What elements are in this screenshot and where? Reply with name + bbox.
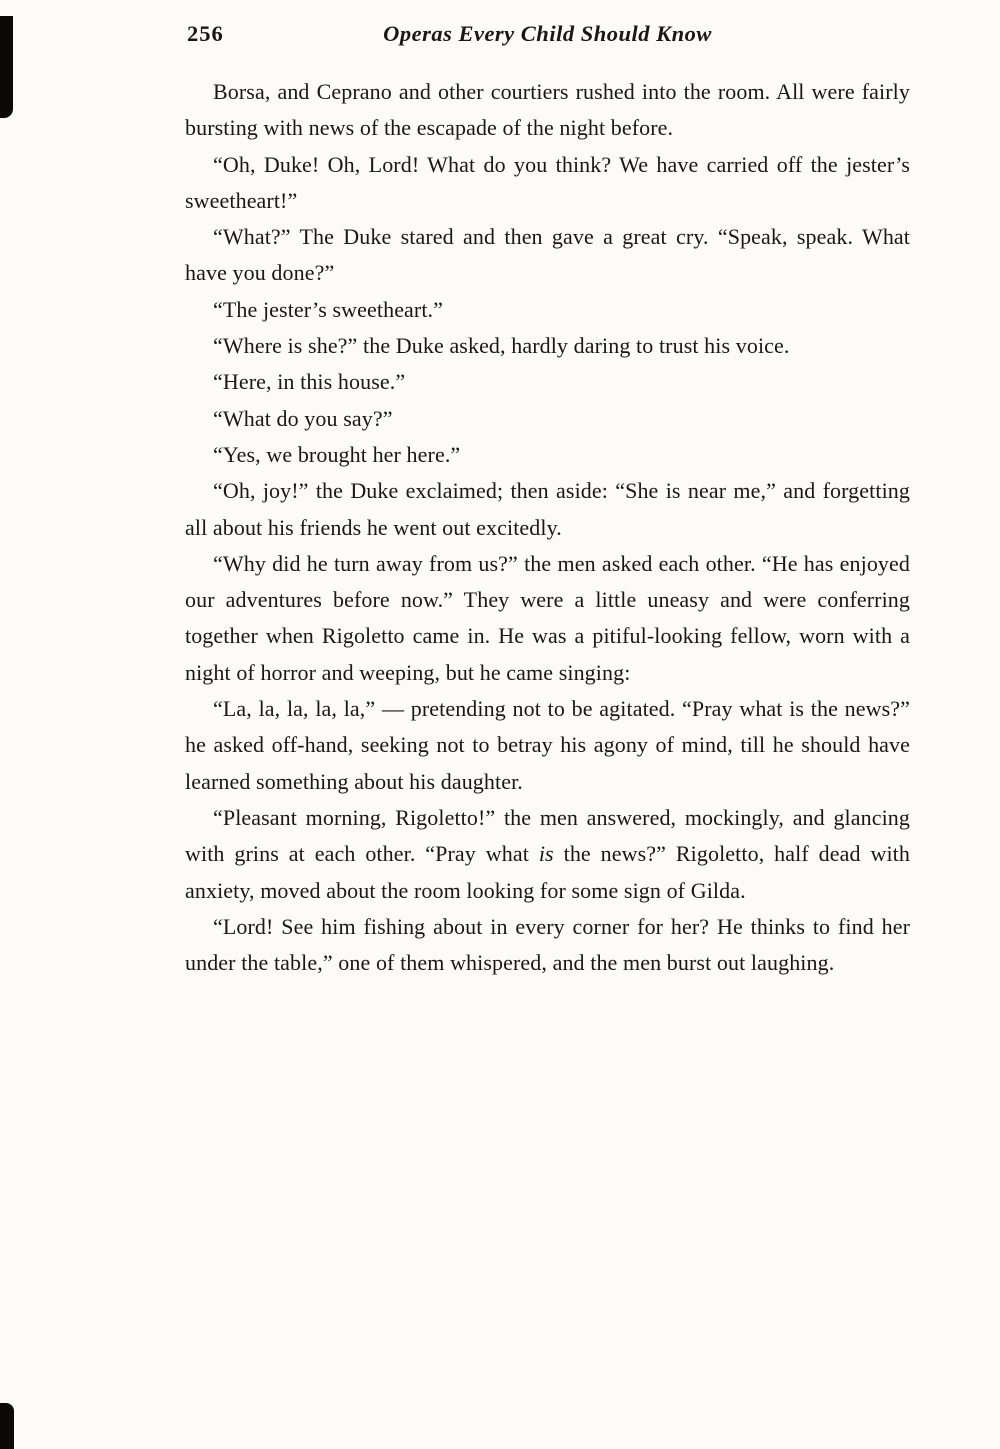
paragraph: “Here, in this house.” (213, 369, 406, 395)
scan-artifact-top (0, 16, 13, 118)
paragraph: “Pleasant morning, Rigoletto!” the men answered, mockingly, and glancing with grins at each other. “Pray what is the news?” Rigoletto, half dead with anxiety, moved about the room looking for some sign of Gilda. (185, 804, 910, 903)
emphasis-word: is (538, 841, 554, 867)
scan-artifact-bottom (0, 1403, 14, 1449)
paragraph: “Why did he turn away from us?” the men asked each other. “He has enjoyed our adventures before now.” They were a little uneasy and were conferring together when Rigoletto came in. He was a pitiful-looking fellow, worn with a night of horror and weeping, but he came singing: (185, 550, 910, 685)
paragraph: “Yes, we brought her here.” (213, 441, 461, 467)
paragraph: “Lord! See him fishing about in every corner for her? He thinks to find her under the table,” one of them whispered, and the men burst out laughing. (185, 913, 910, 976)
paragraph: “The jester’s sweetheart.” (213, 296, 444, 322)
book-page (0, 16, 1000, 1449)
paragraph: “Oh, joy!” the Duke exclaimed; then aside: “She is near me,” and forgetting all about his friends he went out excitedly. (185, 478, 910, 540)
paragraph: Borsa, and Ceprano and other courtiers rushed into the room. All were fairly bursting with news of the escapade of the night before. (185, 79, 910, 141)
paragraph: “La, la, la, la, la,” — pretending not to be agitated. “Pray what is the news?” he asked off-hand, seeking not to betray his agony of mind, till he should have learned something about his daughter. (185, 696, 910, 794)
paragraph: “Where is she?” the Duke asked, hardly daring to trust his voice. (213, 333, 790, 359)
paragraph: “What?” The Duke stared and then gave a great cry. “Speak, speak. What have you done?” (185, 224, 910, 286)
paragraph: “What do you say?” (213, 405, 393, 431)
paragraph: “Oh, Duke! Oh, Lord! What do you think? We have carried off the jester’s sweetheart!” (185, 151, 910, 213)
page-number: 256 (187, 21, 224, 46)
page-header (185, 16, 910, 56)
running-title: Operas Every Child Should Know (383, 21, 712, 46)
body-text (185, 74, 910, 981)
